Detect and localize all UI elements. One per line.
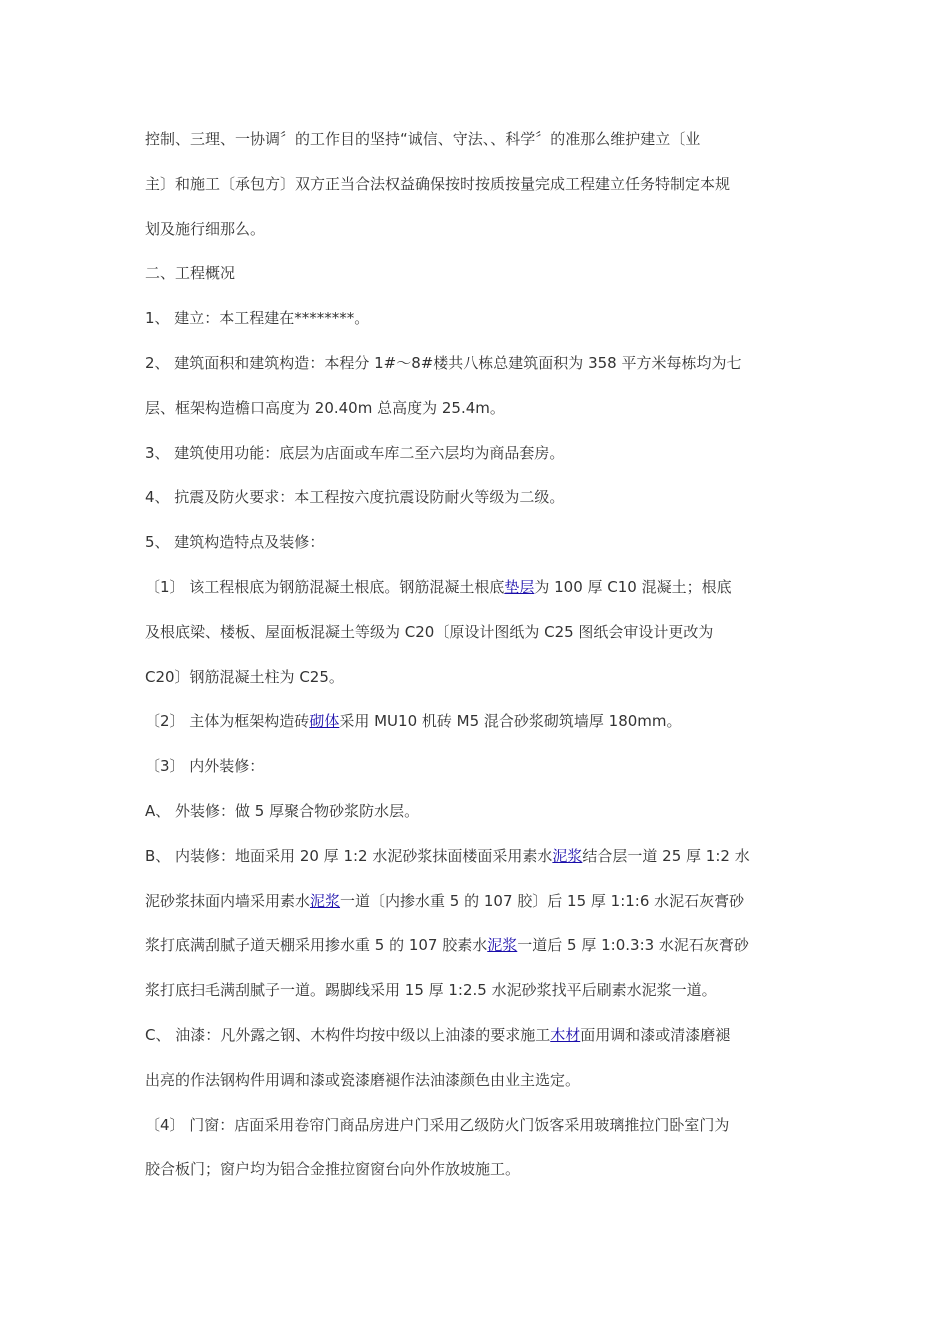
text-segment: 胶合板门；窗户均为铝合金推拉窗窗台向外作放坡施工。 (145, 1160, 521, 1179)
text-segment: C20〕钢筋混凝土柱为 C25。 (145, 667, 344, 686)
text-line (145, 565, 810, 610)
text-line (145, 431, 810, 476)
text-segment: 2、 建筑面积和建筑构造：本程分 1#～8#楼共八栋总建筑面积为 358 平方米每栋均为七 (145, 353, 742, 372)
text-segment: 〔1〕 该工程根底为钢筋混凝土根底。钢筋混凝土根底 (145, 577, 505, 596)
term-link[interactable]: 泥浆 (487, 936, 518, 955)
text-line (145, 879, 810, 924)
text-segment: C、 油漆：凡外露之钢、木构件均按中级以上油漆的要求施工 (145, 1025, 551, 1044)
text-line (145, 296, 810, 341)
text-segment: 一道〔内掺水重 5 的 107 胶〕后 15 厚 1:1:6 水泥石灰膏砂 (340, 891, 745, 910)
text-segment: 泥砂浆抹面内墙采用素水 (145, 891, 311, 910)
text-line (145, 1147, 810, 1192)
term-link[interactable]: 砌体 (309, 712, 340, 731)
text-segment: 采用 MU10 机砖 M5 混合砂浆砌筑墙厚 180mm。 (339, 712, 682, 731)
term-link[interactable]: 泥浆 (310, 891, 341, 910)
text-line (145, 475, 810, 520)
text-segment: 3、 建筑使用功能：底层为店面或车库二至六层均为商品套房。 (145, 443, 565, 462)
text-line (145, 341, 810, 386)
text-segment: 〔2〕 主体为框架构造砖 (145, 712, 310, 731)
text-line (145, 1058, 810, 1103)
text-segment: 二、工程概况 (145, 264, 236, 283)
text-segment: 4、 抗震及防火要求：本工程按六度抗震设防耐火等级为二级。 (145, 488, 565, 507)
text-segment: 一道后 5 厚 1:0.3:3 水泥石灰膏砂 (517, 936, 749, 955)
text-segment: 结合层一道 25 厚 1:2 水 (582, 846, 750, 865)
text-line (145, 1013, 810, 1058)
text-line (145, 968, 810, 1013)
text-line (145, 610, 810, 655)
text-segment: 出亮的作法钢构件用调和漆或瓷漆磨褪作法油漆颜色由业主选定。 (145, 1070, 581, 1089)
text-segment: 主〕和施工〔承包方〕双方正当合法权益确保按时按质按量完成工程建立任务特制定本规 (145, 174, 731, 193)
term-link[interactable]: 木材 (550, 1025, 581, 1044)
text-segment: 浆打底扫毛满刮腻子一道。踢脚线采用 15 厚 1:2.5 水泥砂浆找平后刷素水泥浆一道。 (145, 981, 717, 1000)
text-segment: B、 内装修：地面采用 20 厚 1:2 水泥砂浆抹面楼面采用素水 (145, 846, 553, 865)
text-line (145, 923, 810, 968)
document-body (145, 117, 810, 1192)
text-segment: 控制、三理、一协调〞的工作目的坚持“诚信、守法、、科学〞的准那么维护建立〔业 (145, 130, 701, 148)
text-segment: 划及施行细那么。 (145, 219, 266, 238)
text-line (145, 251, 810, 296)
text-segment: 〔4〕 门窗：店面采用卷帘门商品房进户门采用乙级防火门饭客采用玻璃推拉门卧室门为 (145, 1115, 730, 1134)
text-segment: 〔3〕 内外装修： (145, 757, 265, 776)
text-line (145, 744, 810, 789)
text-line (145, 834, 810, 879)
term-link[interactable]: 泥浆 (552, 846, 583, 865)
text-line (145, 117, 810, 162)
text-line (145, 1103, 810, 1148)
text-segment: A、 外装修：做 5 厚聚合物砂浆防水层。 (145, 801, 420, 820)
text-line (145, 162, 810, 207)
text-line (145, 655, 810, 700)
text-segment: 为 100 厚 C10 混凝土；根底 (534, 577, 732, 596)
text-segment: 层、框架构造檐口高度为 20.40m 总高度为 25.4m。 (145, 398, 505, 417)
text-segment: 面用调和漆或清漆磨褪 (580, 1025, 731, 1044)
text-segment: 5、 建筑构造特点及装修： (145, 533, 325, 552)
text-segment: 及根底梁、楼板、屋面板混凝土等级为 C20〔原设计图纸为 C25 图纸会审设计更改为 (145, 622, 714, 641)
text-line (145, 789, 810, 834)
term-link[interactable]: 垫层 (504, 577, 535, 596)
text-line (145, 207, 810, 252)
text-segment: 浆打底满刮腻子道天棚采用掺水重 5 的 107 胶素水 (145, 936, 488, 955)
text-line (145, 520, 810, 565)
text-line (145, 699, 810, 744)
text-line (145, 386, 810, 431)
text-segment: 1、 建立：本工程建在********。 (145, 309, 370, 328)
